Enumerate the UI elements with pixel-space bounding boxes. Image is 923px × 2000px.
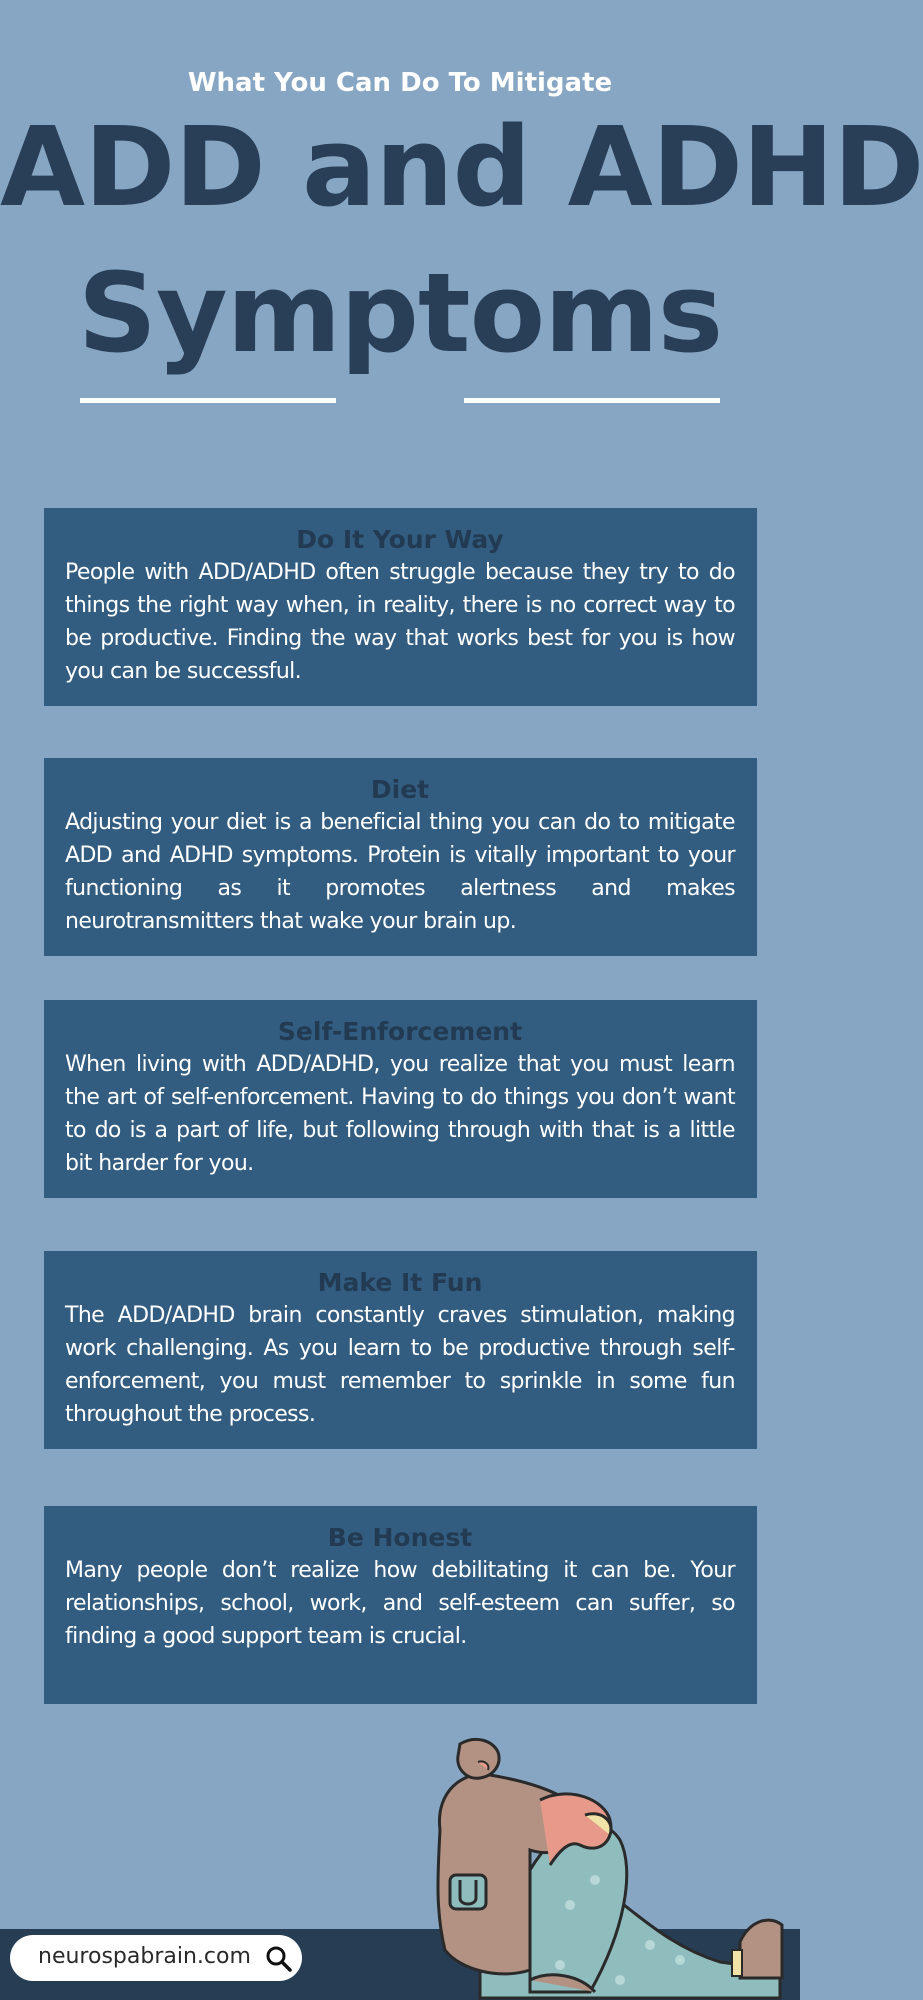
section-body: People with ADD/ADHD often struggle because they try to do things the right way when, in reality, there is no correct way to be productive. Finding the way that works best for you is how you can be successful. xyxy=(65,560,735,684)
person-illustration xyxy=(420,1730,800,2000)
section-card-diet xyxy=(44,758,757,956)
section-card-do-it-your-way xyxy=(44,508,757,706)
section-card-self-enforcement xyxy=(44,1000,757,1198)
section-heading: Self-Enforcement xyxy=(277,1017,523,1046)
section-body: Adjusting your diet is a beneficial thing you can do to mitigate ADD and ADHD symptoms. Protein is vitally important to your functioning as it promotes alertness and makes neurotransmitters that wake your brain up. xyxy=(65,810,735,934)
section-card-be-honest xyxy=(44,1506,757,1704)
search-bar[interactable] xyxy=(10,1935,302,1981)
divider-left xyxy=(80,398,336,403)
section-card-make-it-fun xyxy=(44,1251,757,1449)
subtitle: What You Can Do To Mitigate xyxy=(187,68,613,98)
search-icon[interactable] xyxy=(265,1945,293,1973)
section-heading: Do It Your Way xyxy=(296,525,504,554)
section-body: When living with ADD/ADHD, you realize that you must learn the art of self-enforcement. Having to do things you don’t want to do is a part of life, but following through with that is a little bit harder for you. xyxy=(65,1052,735,1176)
site-url: neurospabrain.com xyxy=(38,1944,251,1969)
section-heading: Be Honest xyxy=(327,1523,473,1552)
section-body: The ADD/ADHD brain constantly craves stimulation, making work challenging. As you learn to be productive through self-enforcement, you must remember to sprinkle in some fun throughout the process. xyxy=(65,1303,735,1427)
divider-right xyxy=(464,398,720,403)
section-body: Many people don’t realize how debilitating it can be. Your relationships, school, work, and self-esteem can suffer, so finding a good support team is crucial. xyxy=(65,1558,735,1649)
section-heading: Make It Fun xyxy=(317,1268,483,1297)
title-line-1: ADD and ADHD xyxy=(0,103,923,231)
title-line-2: Symptoms xyxy=(77,249,723,377)
section-heading: Diet xyxy=(370,775,430,804)
